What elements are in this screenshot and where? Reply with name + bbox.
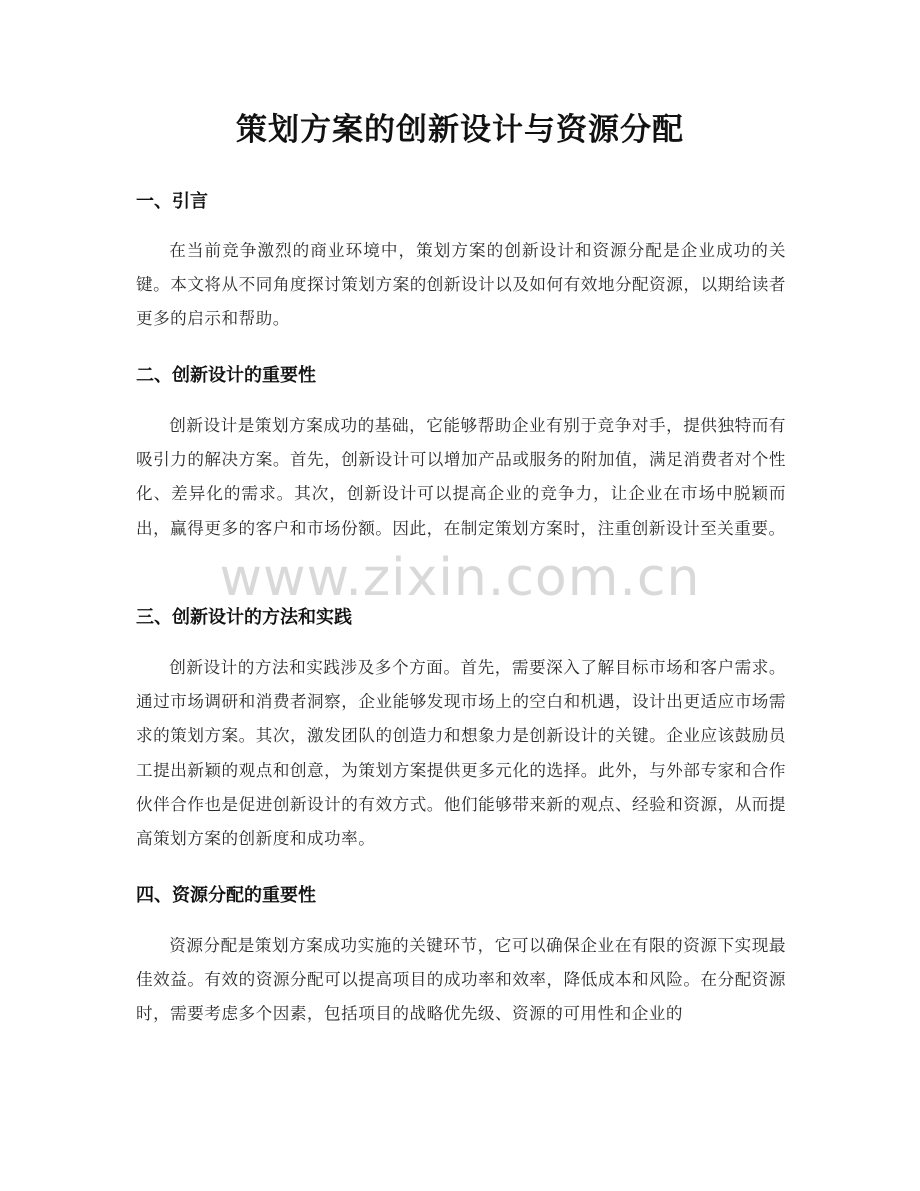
section-paragraph-resources: 资源分配是策划方案成功实施的关键环节，它可以确保企业在有限的资源下实现最佳效益。有效的资源分配可以提高项目的成功率和效率，降低成本和风险。在分配资源时，需要考虑多个因素，包括项目的战略优先级、资源的可用性和企业的: [136, 936, 786, 1024]
section-paragraph-importance: 创新设计是策划方案成功的基础，它能够帮助企业有别于竞争对手，提供独特而有吸引力的解决方案。首先，创新设计可以增加产品或服务的附加值，满足消费者对个性化、差异化的需求。其次，创新设计可以提高企业的竞争力，让企业在市场中脱颖而出，赢得更多的客户和市场份额。因此，在制定策划方案时，注重创新设计至关重要。: [136, 416, 786, 538]
section-heading-importance: 二、创新设计的重要性: [136, 365, 316, 386]
section-heading-methods: 三、创新设计的方法和实践: [136, 607, 352, 628]
page-title: 策划方案的创新设计与资源分配: [236, 112, 684, 148]
watermark: www.zixin.com.cn: [219, 548, 701, 608]
section-heading-intro: 一、引言: [136, 191, 208, 212]
section-heading-resources: 四、资源分配的重要性: [136, 885, 316, 906]
section-paragraph-methods: 创新设计的方法和实践涉及多个方面。首先，需要深入了解目标市场和客户需求。通过市场调研和消费者洞察，企业能够发现市场上的空白和机遇，设计出更适应市场需求的策划方案。其次，激发团队的创造力和想象力是创新设计的关键。企业应该鼓励员工提出新颖的观点和创意，为策划方案提供更多元化的选择。此外，与外部专家和合作伙伴合作也是促进创新设计的有效方式。他们能够带来新的观点、经验和资源，从而提高策划方案的创新度和成功率。: [136, 658, 786, 849]
section-paragraph-intro: 在当前竞争激烈的商业环境中，策划方案的创新设计和资源分配是企业成功的关键。本文将从不同角度探讨策划方案的创新设计以及如何有效地分配资源，以期给读者更多的启示和帮助。: [136, 241, 786, 329]
